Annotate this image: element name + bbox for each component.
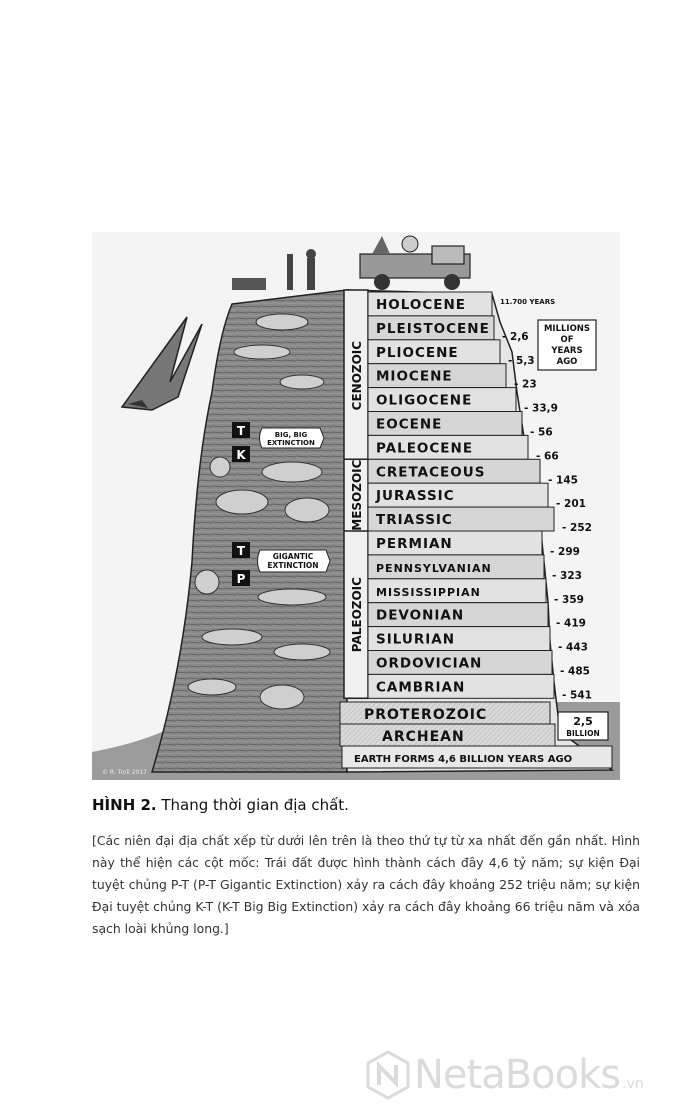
- svg-text:K: K: [236, 448, 246, 462]
- age-label: - 299: [550, 546, 580, 558]
- age-label: - 145: [548, 474, 578, 487]
- earth-forms-label: EARTH FORMS 4,6 BILLION YEARS AGO: [354, 754, 573, 765]
- age-label: - 359: [554, 593, 584, 606]
- age-label: 11.700 YEARS: [500, 298, 556, 306]
- millions-of-years-box: [538, 320, 596, 370]
- svg-text:GIGANTIC: GIGANTIC: [272, 552, 314, 561]
- period-label-cretaceous: CRETACEOUS: [376, 464, 486, 481]
- svg-text:T: T: [236, 544, 246, 558]
- age-label: - 323: [552, 569, 582, 582]
- era-label-cenozoic: CENOZOIC: [350, 340, 364, 411]
- figure-caption-title: [92, 796, 632, 814]
- age-label: - 23: [514, 378, 537, 391]
- period-label-paleocene: PALEOCENE: [376, 440, 474, 457]
- svg-text:T: T: [236, 424, 246, 438]
- period-label-pleistocene: PLEISTOCENE: [376, 320, 490, 337]
- period-label-holocene: HOLOCENE: [376, 297, 467, 313]
- geologic-time-scale-illustration: [92, 232, 620, 780]
- period-label-jurassic: JURASSIC: [376, 488, 455, 505]
- age-label: - 5,3: [508, 354, 535, 367]
- age-label: - 33,9: [524, 402, 558, 415]
- period-label-eocene: EOCENE: [376, 416, 443, 433]
- svg-text:2,5: 2,5: [573, 715, 593, 728]
- svg-text:BILLION: BILLION: [566, 729, 600, 738]
- svg-text:P: P: [236, 572, 246, 586]
- watermark-suffix: .vn: [622, 1076, 644, 1092]
- svg-text:YEARS: YEARS: [551, 346, 583, 356]
- age-label: - 541: [562, 689, 592, 702]
- era-label-mesozoic: MESOZOIC: [350, 459, 364, 531]
- svg-text:OF: OF: [560, 335, 574, 345]
- svg-text:MILLIONS: MILLIONS: [543, 324, 591, 334]
- archean-label: ARCHEAN: [382, 729, 465, 745]
- artist-signature: © R. Troll 2017: [102, 769, 147, 776]
- age-label: - 443: [558, 641, 588, 654]
- figure-caption-body: [Các niên đại địa chất xếp từ dưới lên trên là theo thứ tự từ xa nhất đến gần nhất. Hình này thể hiện các cột mốc: Trái đất được hình thành cách đây 4,6 tỷ năm; sự kiện Đại tuyệt chủng P-T (P-T Gigantic Extinction) xảy ra cách đây khoảng 252 triệu năm; sự kiện Đại tuyệt chủng K-T (K-T Big Big Extinction) xảy ra cách đây khoảng 66 triệu năm và xóa sạch loài khủng long.]: [92, 833, 640, 936]
- age-label: - 2,6: [502, 330, 529, 343]
- figure-number: HÌNH 2.: [92, 796, 157, 814]
- proterozoic-age-box: [558, 712, 608, 740]
- period-label-silurian: SILURIAN: [376, 631, 455, 648]
- svg-text:BIG, BIG: BIG, BIG: [274, 431, 308, 439]
- watermark-brand: NetaBooks: [414, 1052, 621, 1098]
- age-label: - 419: [556, 617, 586, 630]
- era-label-paleozoic: PALEOZOIC: [350, 577, 364, 653]
- period-label-pennsylvanian: PENNSYLVANIAN: [376, 561, 492, 575]
- svg-text:EXTINCTION: EXTINCTION: [267, 439, 315, 447]
- netabooks-logo-icon: [362, 1049, 414, 1101]
- age-label: - 56: [530, 426, 553, 439]
- period-label-oligocene: OLIGOCENE: [376, 392, 473, 409]
- age-label: - 66: [536, 450, 559, 463]
- age-label: - 252: [562, 522, 592, 535]
- proterozoic-label: PROTEROZOIC: [364, 707, 488, 723]
- svg-text:AGO: AGO: [556, 357, 578, 367]
- period-label-triassic: TRIASSIC: [376, 512, 453, 529]
- period-label-miocene: MIOCENE: [376, 368, 453, 385]
- age-label: - 201: [556, 498, 586, 511]
- period-label-ordovician: ORDOVICIAN: [376, 655, 483, 672]
- period-label-devonian: DEVONIAN: [376, 607, 465, 624]
- figure-title: Thang thời gian địa chất.: [161, 796, 349, 814]
- netabooks-watermark: [362, 1044, 682, 1106]
- period-label-mississippian: MISSISSIPPIAN: [376, 585, 481, 599]
- period-label-pliocene: PLIOCENE: [376, 344, 459, 361]
- precambrian-bands: [340, 702, 612, 768]
- svg-text:EXTINCTION: EXTINCTION: [267, 561, 319, 570]
- period-label-permian: PERMIAN: [376, 536, 453, 552]
- age-label: - 485: [560, 665, 590, 678]
- period-label-cambrian: CAMBRIAN: [376, 679, 466, 696]
